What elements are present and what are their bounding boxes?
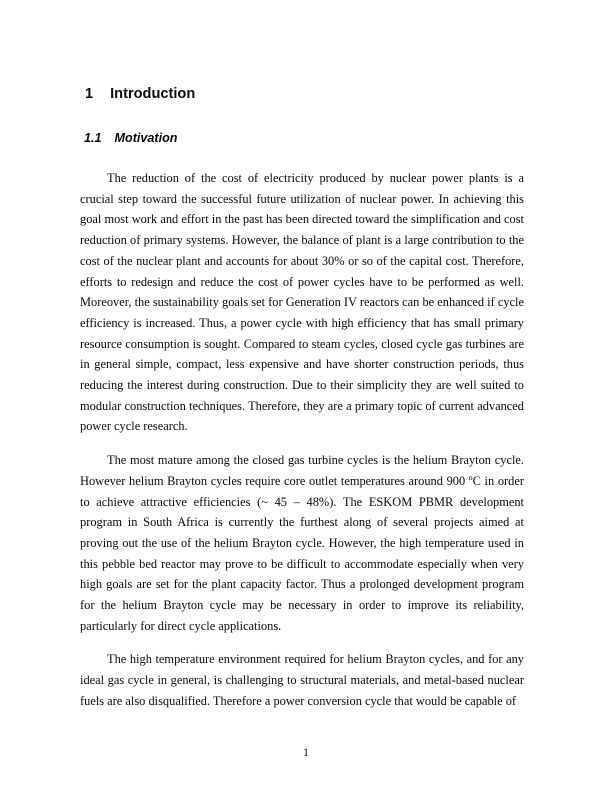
page-content (80, 86, 524, 712)
body-paragraph: The reduction of the cost of electricity produced by nuclear power plants is a crucial step toward the successful future utilization of nuclear power. In achieving this goal most work and effort in the past has been directed toward the simplification and cost reduction of primary systems. However, the balance of plant is a large contribution to the cost of the nuclear plant and accounts for about 30% or so of the capital cost. Therefore, efforts to redesign and reduce the cost of power cycles have to be performed as well. Moreover, the sustainability goals set for Generation IV reactors can be enhanced if cycle efficiency is increased. Thus, a power cycle with high efficiency that has small primary resource consumption is sought. Compared to steam cycles, closed cycle gas turbines are in general simple, compact, less expensive and have shorter construction periods, thus reducing the interest during construction. Due to their simplicity they are well suited to modular construction techniques. Therefore, they are a primary topic of current advanced power cycle research. (80, 171, 524, 434)
subsection-number: 1.1 (84, 131, 102, 145)
section-heading (85, 86, 524, 102)
subsection-heading (84, 131, 524, 145)
body-paragraph: The most mature among the closed gas turbine cycles is the helium Brayton cycle. However helium Brayton cycles require core outlet temperatures around 900 ºC in order to achieve attractive efficiencies (~ 45 – 48%). The ESKOM PBMR development program in South Africa is currently the furthest along of several projects aimed at proving out the use of the helium Brayton cycle. However, the high temperature used in this pebble bed reactor may prove to be difficult to accommodate especially when very high goals are set for the plant capacity factor. Thus a prolonged development program for the helium Brayton cycle may be necessary in order to improve its reliability, particularly for direct cycle applications. (80, 453, 524, 633)
section-number: 1 (85, 86, 94, 102)
body-text (80, 168, 524, 712)
page-number: 1 (303, 747, 309, 759)
section-title: Introduction (110, 86, 196, 102)
subsection-title: Motivation (114, 131, 178, 145)
body-paragraph: The high temperature environment required for helium Brayton cycles, and for any ideal gas cycle in general, is challenging to structural materials, and metal-based nuclear fuels are also disqualified. Therefore a power conversion cycle that would be capable of (80, 652, 524, 708)
